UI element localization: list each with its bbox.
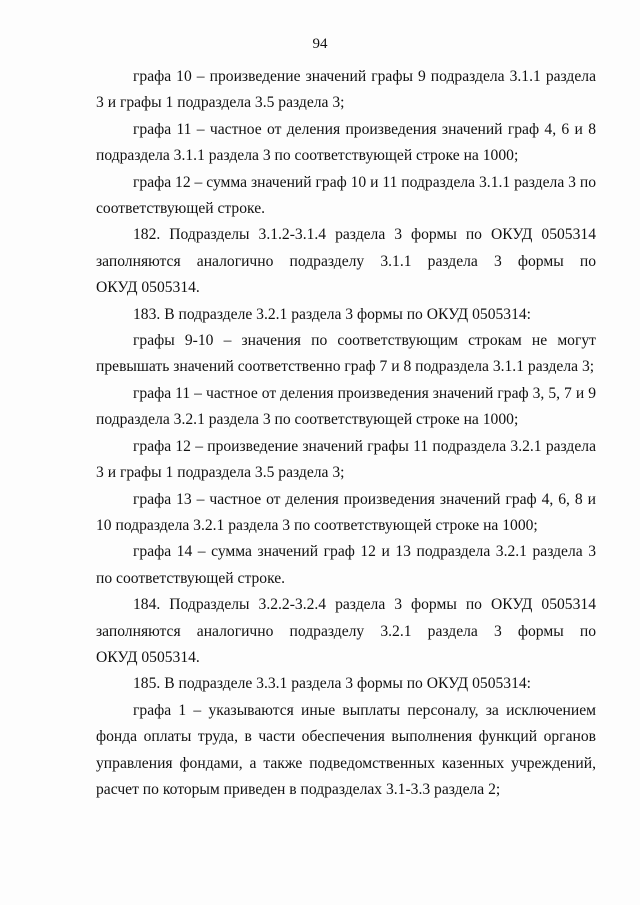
paragraph-183: 183. В подразделе 3.2.1 раздела 3 формы по ОКУД 0505314: xyxy=(133,305,532,323)
page-body xyxy=(96,64,596,803)
paragraph-184 xyxy=(96,592,596,671)
paragraph-184-tail: ОКУД 0505314. xyxy=(96,648,200,666)
paragraph-grafa-12: графа 12 – сумма значений граф 10 и 11 подраздела 3.1.1 раздела 3 по соответствующей строке. xyxy=(96,173,596,218)
paragraph-grafa-1-331: графа 1 – указываются иные выплаты персоналу, за исключением фонда оплаты труда, в части обеспечения выполнения функций органов управления фондами, а также подведомственных казенных учреждений, расчет по которым приведен в подразделах 3.1-3.3 раздела 2; xyxy=(96,701,596,798)
paragraph-grafa-10: графа 10 – произведение значений графы 9 подраздела 3.1.1 раздела 3 и графы 1 подраздела 3.5 раздела 3; xyxy=(96,68,596,112)
paragraph-grafa-11: графа 11 – частное от деления произведения значений граф 4, 6 и 8 подраздела 3.1.1 раздела 3 по соответствующей строке на 1000; xyxy=(96,120,596,165)
paragraph-185: 185. В подразделе 3.3.1 раздела 3 формы по ОКУД 0505314: xyxy=(133,675,532,693)
paragraph-grafa-13-321: графа 13 – частное от деления произведения значений граф 4, 6, 8 и 10 подраздела 3.2.1 раздела 3 по соответствующей строке на 1000; xyxy=(96,490,596,534)
paragraph-182-tail: ОКУД 0505314. xyxy=(96,279,200,297)
paragraph-grafa-12-321: графа 12 – произведение значений графы 11 подраздела 3.2.1 раздела 3 и графы 1 подраздела 3.5 раздела 3; xyxy=(96,437,596,482)
paragraph-grafa-11-321: графа 11 – частное от деления произведения значений граф 3, 5, 7 и 9 подраздела 3.2.1 раздела 3 по соответствующей строке на 1000; xyxy=(96,384,596,429)
paragraph-184-text: 184. Подразделы 3.2.2-3.2.4 раздела 3 формы по ОКУД 0505314 заполняются аналогично подразделу 3.2.1 раздела 3 формы по xyxy=(96,596,596,640)
paragraph-grafa-14-321: графа 14 – сумма значений граф 12 и 13 подраздела 3.2.1 раздела 3 по соответствующей строке. xyxy=(96,543,596,587)
paragraph-grafy-9-10: графы 9-10 – значения по соответствующим строкам не могут превышать значений соответственно граф 7 и 8 подраздела 3.1.1 раздела 3; xyxy=(96,332,596,376)
page-number: 94 xyxy=(312,36,328,52)
paragraph-182-text: 182. Подразделы 3.1.2-3.1.4 раздела 3 формы по ОКУД 0505314 заполняются аналогично подразделу 3.1.1 раздела 3 формы по xyxy=(96,226,596,270)
paragraph-182 xyxy=(96,222,596,301)
